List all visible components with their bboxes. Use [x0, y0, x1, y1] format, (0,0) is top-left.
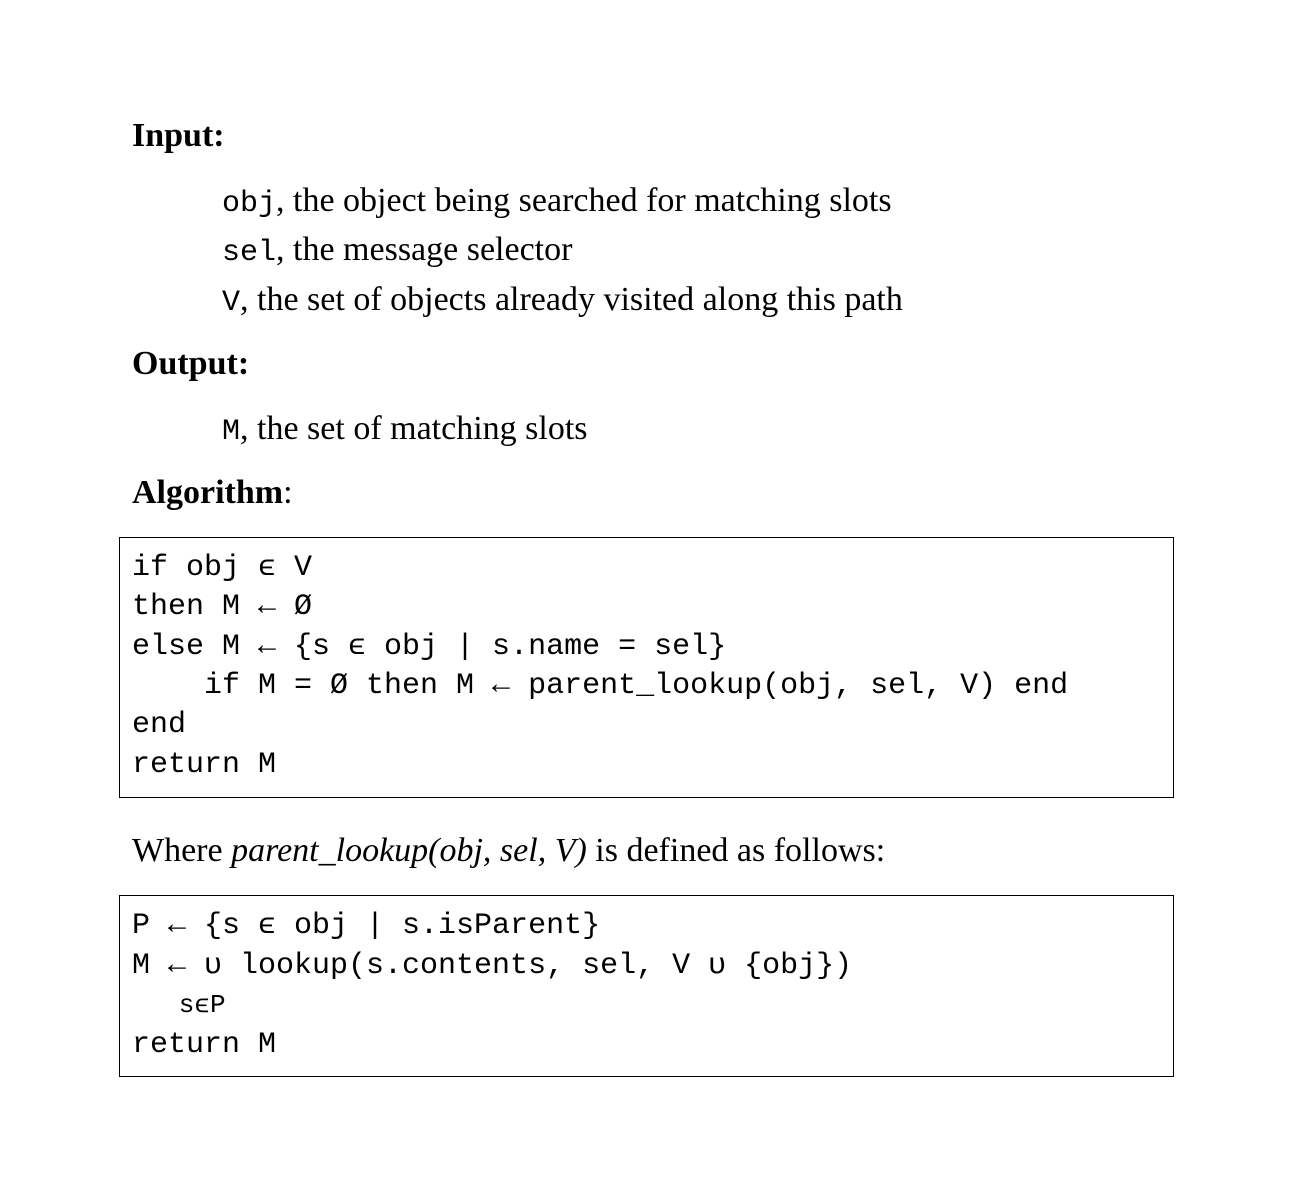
- input-param-obj: [222, 181, 892, 224]
- input-heading-text: Input:: [132, 117, 225, 154]
- param-desc: , the object being searched for matching slots: [276, 182, 892, 219]
- param-desc: , the set of matching slots: [240, 410, 588, 447]
- input-heading: [132, 116, 225, 156]
- param-desc: , the message selector: [276, 231, 573, 268]
- input-param-sel: [222, 230, 572, 273]
- algorithm-heading-colon: :: [283, 474, 293, 511]
- param-name: sel: [222, 236, 277, 270]
- output-heading: [132, 344, 249, 384]
- code-line-subscript: sϵP: [132, 990, 226, 1020]
- param-name: V: [222, 286, 241, 320]
- param-desc: , the set of objects already visited along this path: [240, 281, 903, 318]
- code-line: M ← υ lookup(s.contents, sel, V υ {obj}): [132, 949, 853, 983]
- code-line: end: [132, 708, 187, 742]
- param-name: M: [222, 415, 241, 449]
- code-line: P ← {s ϵ obj | s.isParent}: [132, 909, 601, 943]
- intro-prefix: Where: [132, 832, 232, 869]
- param-name: obj: [222, 187, 277, 221]
- code-line: then M ← Ø: [132, 590, 313, 624]
- code-line: if obj ϵ V: [132, 551, 313, 585]
- code-line: return M: [132, 748, 277, 782]
- output-param-m: [222, 409, 588, 452]
- parent-lookup-code-box: [119, 895, 1174, 1077]
- code-line: else M ← {s ϵ obj | s.name = sel}: [132, 630, 727, 664]
- parent-lookup-intro: [132, 829, 885, 873]
- intro-function-name: parent_lookup(obj, sel, V): [231, 832, 587, 869]
- input-param-v: [222, 280, 903, 323]
- algorithm-heading: [132, 473, 293, 513]
- output-heading-text: Output:: [132, 345, 250, 382]
- algorithm-heading-text: Algorithm: [132, 474, 284, 511]
- algorithm-code-box: [119, 537, 1174, 798]
- code-line: return M: [132, 1028, 277, 1062]
- intro-suffix: is defined as follows:: [586, 832, 886, 869]
- code-line: if M = Ø then M ← parent_lookup(obj, sel, V) end: [132, 669, 1069, 703]
